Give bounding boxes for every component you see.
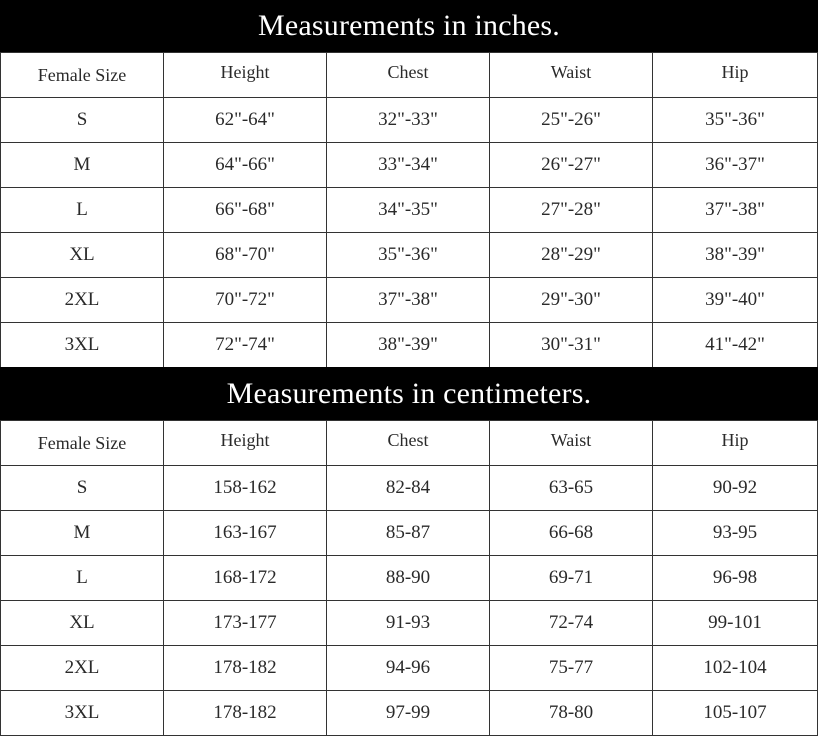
size-cell: S [1, 466, 164, 511]
header-cell-waist: Waist [490, 421, 653, 466]
header-cell-height: Height [164, 53, 327, 98]
height-cell: 64"-66" [164, 143, 327, 188]
header-cell-hip: Hip [653, 421, 818, 466]
waist-cell: 72-74 [490, 601, 653, 646]
chest-cell: 34"-35" [327, 188, 490, 233]
waist-cell: 75-77 [490, 646, 653, 691]
size-cell: 3XL [1, 691, 164, 736]
hip-cell: 90-92 [653, 466, 818, 511]
centimeters-table [0, 420, 818, 736]
chest-cell: 33"-34" [327, 143, 490, 188]
table-row [1, 466, 818, 511]
table-row [1, 233, 818, 278]
chest-cell: 94-96 [327, 646, 490, 691]
chest-cell: 37"-38" [327, 278, 490, 323]
header-cell-chest: Chest [327, 421, 490, 466]
hip-cell: 102-104 [653, 646, 818, 691]
waist-cell: 78-80 [490, 691, 653, 736]
hip-cell: 41"-42" [653, 323, 818, 368]
table-row [1, 556, 818, 601]
hip-cell: 39"-40" [653, 278, 818, 323]
waist-cell: 25"-26" [490, 98, 653, 143]
size-cell: XL [1, 233, 164, 278]
height-cell: 173-177 [164, 601, 327, 646]
height-cell: 178-182 [164, 646, 327, 691]
chest-cell: 38"-39" [327, 323, 490, 368]
waist-cell: 63-65 [490, 466, 653, 511]
centimeters-section [0, 367, 818, 736]
waist-cell: 69-71 [490, 556, 653, 601]
chest-cell: 85-87 [327, 511, 490, 556]
size-cell: L [1, 188, 164, 233]
hip-cell: 93-95 [653, 511, 818, 556]
table-row [1, 601, 818, 646]
hip-cell: 96-98 [653, 556, 818, 601]
size-cell: L [1, 556, 164, 601]
inches-table [0, 52, 818, 368]
height-cell: 70"-72" [164, 278, 327, 323]
hip-cell: 37"-38" [653, 188, 818, 233]
inches-title-banner: Measurements in inches. [0, 0, 818, 52]
height-cell: 62"-64" [164, 98, 327, 143]
header-cell-height: Height [164, 421, 327, 466]
table-row [1, 323, 818, 368]
table-row [1, 278, 818, 323]
table-row [1, 98, 818, 143]
size-cell: M [1, 511, 164, 556]
chest-cell: 82-84 [327, 466, 490, 511]
header-cell-female-size: Female Size [1, 53, 164, 98]
waist-cell: 26"-27" [490, 143, 653, 188]
table-row [1, 188, 818, 233]
size-cell: 3XL [1, 323, 164, 368]
table-row [1, 646, 818, 691]
height-cell: 163-167 [164, 511, 327, 556]
waist-cell: 30"-31" [490, 323, 653, 368]
inches-header-row [1, 53, 818, 98]
height-cell: 158-162 [164, 466, 327, 511]
waist-cell: 27"-28" [490, 188, 653, 233]
size-cell: M [1, 143, 164, 188]
hip-cell: 99-101 [653, 601, 818, 646]
header-cell-chest: Chest [327, 53, 490, 98]
size-cell: XL [1, 601, 164, 646]
hip-cell: 105-107 [653, 691, 818, 736]
waist-cell: 66-68 [490, 511, 653, 556]
chest-cell: 97-99 [327, 691, 490, 736]
size-cell: 2XL [1, 646, 164, 691]
height-cell: 168-172 [164, 556, 327, 601]
height-cell: 68"-70" [164, 233, 327, 278]
height-cell: 178-182 [164, 691, 327, 736]
chest-cell: 32"-33" [327, 98, 490, 143]
header-cell-hip: Hip [653, 53, 818, 98]
size-cell: S [1, 98, 164, 143]
header-cell-waist: Waist [490, 53, 653, 98]
waist-cell: 29"-30" [490, 278, 653, 323]
hip-cell: 36"-37" [653, 143, 818, 188]
height-cell: 72"-74" [164, 323, 327, 368]
table-row [1, 143, 818, 188]
centimeters-header-row [1, 421, 818, 466]
table-row [1, 691, 818, 736]
table-row [1, 511, 818, 556]
hip-cell: 35"-36" [653, 98, 818, 143]
centimeters-title-banner: Measurements in centimeters. [0, 367, 818, 420]
chest-cell: 91-93 [327, 601, 490, 646]
waist-cell: 28"-29" [490, 233, 653, 278]
chest-cell: 35"-36" [327, 233, 490, 278]
header-cell-female-size: Female Size [1, 421, 164, 466]
chest-cell: 88-90 [327, 556, 490, 601]
hip-cell: 38"-39" [653, 233, 818, 278]
size-cell: 2XL [1, 278, 164, 323]
height-cell: 66"-68" [164, 188, 327, 233]
